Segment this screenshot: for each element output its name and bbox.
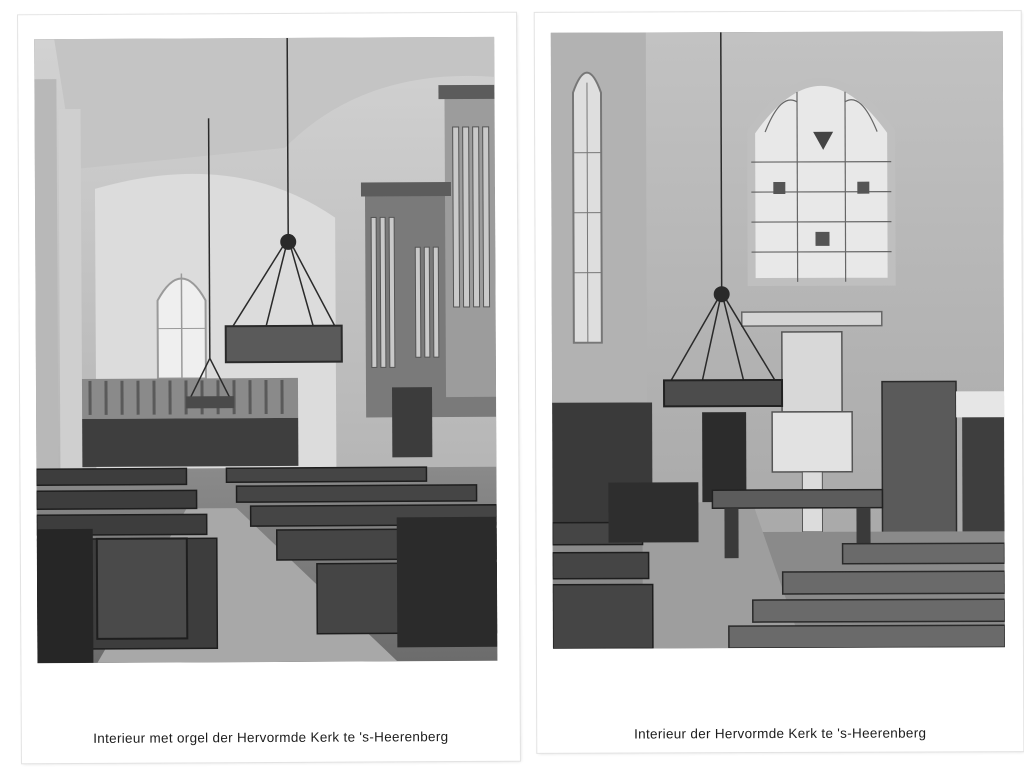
photo-church-interior-organ xyxy=(34,37,497,663)
church-organ-photo-illustration xyxy=(34,37,497,663)
photo-church-interior-pulpit xyxy=(551,31,1005,649)
postcard-caption: Interieur met orgel der Hervormde Kerk te 's-Heerenberg xyxy=(93,729,449,746)
postcard-organ xyxy=(18,13,520,764)
postcard-pulpit xyxy=(535,11,1024,753)
postcard-caption: Interieur der Hervormde Kerk te 's-Heerenberg xyxy=(634,725,927,742)
church-pulpit-photo-illustration xyxy=(551,31,1005,649)
